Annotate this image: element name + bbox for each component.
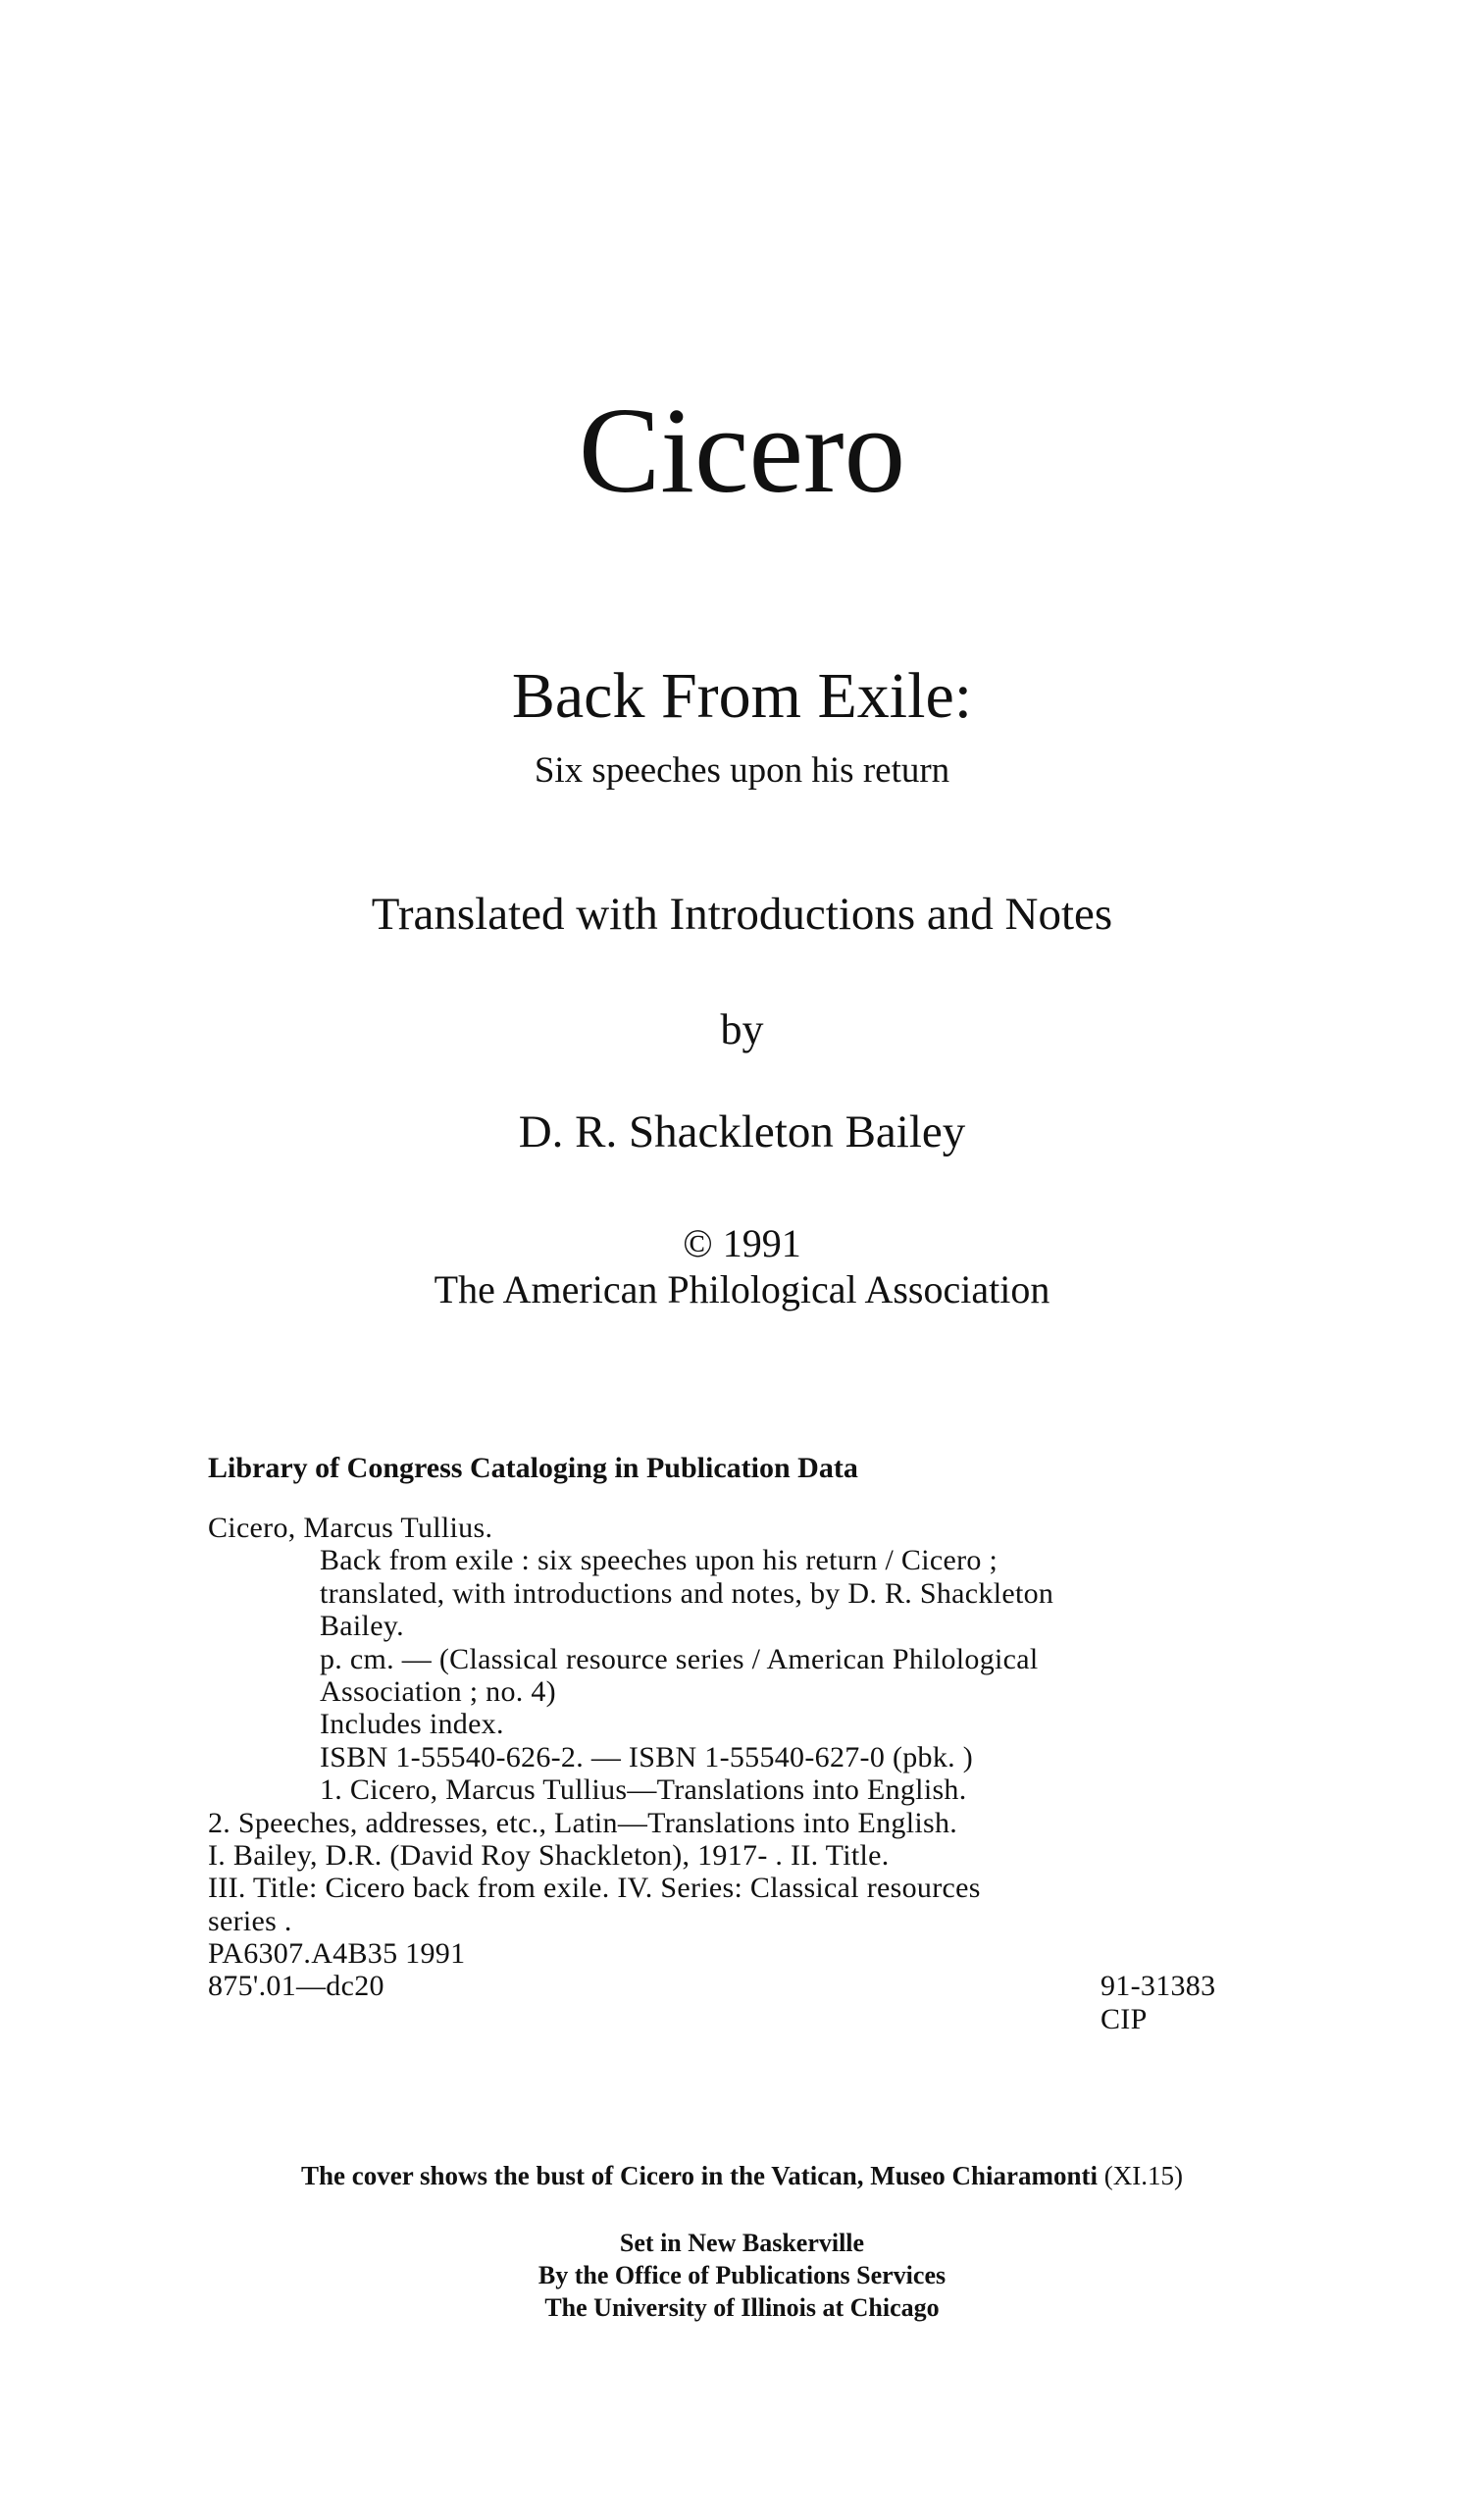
by-line: by <box>720 1005 764 1053</box>
book-sub-subtitle: Six speeches upon his return <box>534 750 950 791</box>
translation-note: Translated with Introductions and Notes <box>371 889 1113 940</box>
lccn-number: 91-31383 <box>1100 1970 1216 2003</box>
author-name: D. R. Shackleton Bailey <box>518 1106 966 1157</box>
cip-line: I. Bailey, D.R. (David Roy Shackleton), 1917- . II. Title. <box>208 1838 890 1872</box>
cip-line: Back from exile : six speeches upon his return / Cicero ; <box>320 1544 998 1577</box>
cip-line: Cicero, Marcus Tullius. <box>208 1512 493 1544</box>
copyright-notice: © 1991 <box>683 1221 801 1265</box>
cip-line: 2. Speeches, addresses, etc., Latin—Translations into English. <box>208 1806 958 1839</box>
cip-line: III. Title: Cicero back from exile. IV. Series: Classical resources <box>208 1872 981 1905</box>
cip-line: PA6307.A4B35 1991 <box>208 1937 466 1971</box>
cover-note-reference: (XI.15) <box>1103 2161 1183 2190</box>
cip-line: translated, with introductions and notes, by D. R. Shackleton <box>320 1576 1054 1610</box>
cip-line: 1. Cicero, Marcus Tullius—Translations into English. <box>320 1773 967 1807</box>
book-subtitle: Back From Exile: <box>511 660 973 732</box>
publisher-name: The American Philological Association <box>434 1267 1050 1311</box>
colophon-typeface: Set in New Baskerville <box>619 2229 865 2257</box>
colophon-university: The University of Illinois at Chicago <box>544 2293 940 2322</box>
dewey-number: 875'.01—dc20 <box>208 1970 384 2003</box>
colophon-office: By the Office of Publications Services <box>537 2261 947 2289</box>
cip-record <box>208 1512 1316 2035</box>
cip-line: p. cm. — (Classical resource series / American Philological <box>320 1642 1039 1675</box>
cip-line: Association ; no. 4) <box>320 1674 556 1708</box>
cip-line: series . <box>208 1904 292 1937</box>
cip-line: Includes index. <box>320 1708 504 1741</box>
cip-line: Bailey. <box>320 1610 404 1643</box>
cover-note-text: The cover shows the bust of Cicero in the Vatican, Museo Chiaramonti <box>301 2161 1099 2190</box>
cover-note <box>0 2158 1484 2193</box>
cip-line <box>208 2003 1316 2035</box>
cip-line: ISBN 1-55540-626-2. — ISBN 1-55540-627-0 (pbk. ) <box>320 1740 974 1773</box>
book-title: Cicero <box>578 384 906 519</box>
cip-line <box>208 1970 1316 2002</box>
cip-heading: Library of Congress Cataloging in Publication Data <box>208 1452 858 1484</box>
cip-label: CIP <box>1100 2002 1148 2035</box>
